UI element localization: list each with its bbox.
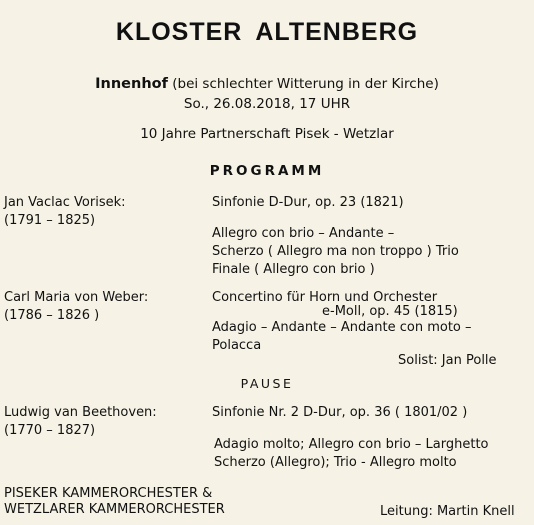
composer-name: Carl Maria von Weber: (4, 290, 149, 305)
work-title: Concertino für Horn und Orchester (212, 290, 438, 305)
venue-line (0, 76, 534, 92)
soloist: Solist: Jan Polle (398, 353, 497, 368)
conductor: Leitung: Martin Knell (380, 504, 515, 519)
orchestra-name: WETZLARER KAMMERORCHESTER (4, 502, 225, 517)
page-title: KLOSTER ALTENBERG (115, 18, 419, 46)
composer-years: (1791 – 1825) (4, 213, 96, 228)
venue-note: (bei schlechter Witterung in der Kirche) (172, 76, 439, 92)
movement-line: Adagio – Andante – Andante con moto – (212, 320, 472, 335)
composer-years: (1770 – 1827) (4, 423, 96, 438)
partnership-line: 10 Jahre Partnerschaft Pisek - Wetzlar (140, 126, 394, 142)
composer-years: (1786 – 1826 ) (4, 308, 100, 323)
programm-heading: PROGRAMM (209, 163, 325, 179)
movement-line: Allegro con brio – Andante – (212, 226, 395, 241)
work-title: Sinfonie D-Dur, op. 23 (1821) (212, 195, 404, 210)
work-title: Sinfonie Nr. 2 D-Dur, op. 36 ( 1801/02 ) (212, 405, 468, 420)
venue-name: Innenhof (95, 76, 168, 92)
composer-name: Jan Vaclac Vorisek: (4, 195, 126, 210)
composer-name: Ludwig van Beethoven: (4, 405, 157, 420)
work-key: e-Moll, op. 45 (1815) (322, 304, 458, 319)
concert-date: So., 26.08.2018, 17 UHR (183, 96, 351, 112)
orchestra-name: PISEKER KAMMERORCHESTER & (4, 486, 213, 501)
movement-line: Finale ( Allegro con brio ) (212, 262, 375, 277)
movement-line: Adagio molto; Allegro con brio – Larghetto (214, 437, 489, 452)
movement-line: Polacca (212, 338, 262, 353)
pause-heading: PAUSE (240, 376, 294, 391)
movement-line: Scherzo ( Allegro ma non troppo ) Trio (212, 244, 459, 259)
movement-line: Scherzo (Allegro); Trio - Allegro molto (214, 455, 457, 470)
